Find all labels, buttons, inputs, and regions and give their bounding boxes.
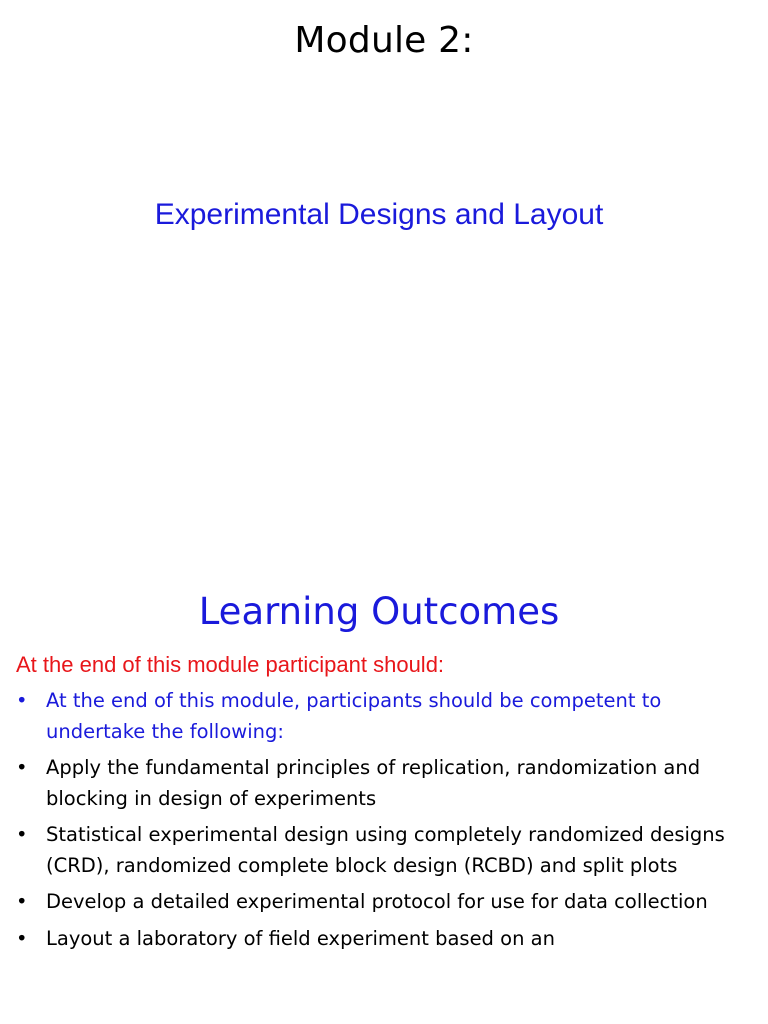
list-item (14, 924, 744, 955)
list-item-text: At the end of this module, participants should be competent to undertake the following: (46, 689, 662, 743)
module-title: Module 2: (294, 20, 474, 61)
list-item-text: Statistical experimental design using completely randomized designs (CRD), randomized complete block design (RCBD) and split plots (46, 823, 725, 877)
list-item-text: Apply the fundamental principles of replication, randomization and blocking in design of experiments (46, 756, 701, 810)
bullet-icon: • (16, 823, 28, 846)
list-item-text: Layout a laboratory of field experiment based on an (46, 926, 555, 950)
learning-outcomes-title: Learning Outcomes (198, 590, 560, 633)
list-item (14, 753, 744, 814)
list-item (14, 686, 744, 747)
list-item (14, 820, 744, 881)
list-item-text: Develop a detailed experimental protocol for use for data collection (46, 890, 708, 913)
module-subtitle: Experimental Designs and Layout (154, 198, 604, 231)
bullet-icon: • (16, 756, 28, 779)
learning-outcomes-intro: At the end of this module participant should: (16, 652, 445, 677)
list-item (14, 887, 744, 918)
slide-learning-outcomes (0, 560, 768, 1024)
bullet-icon: • (16, 890, 28, 913)
bullet-icon: • (16, 926, 28, 950)
learning-outcomes-list (14, 686, 744, 960)
bullet-icon: • (16, 689, 28, 712)
